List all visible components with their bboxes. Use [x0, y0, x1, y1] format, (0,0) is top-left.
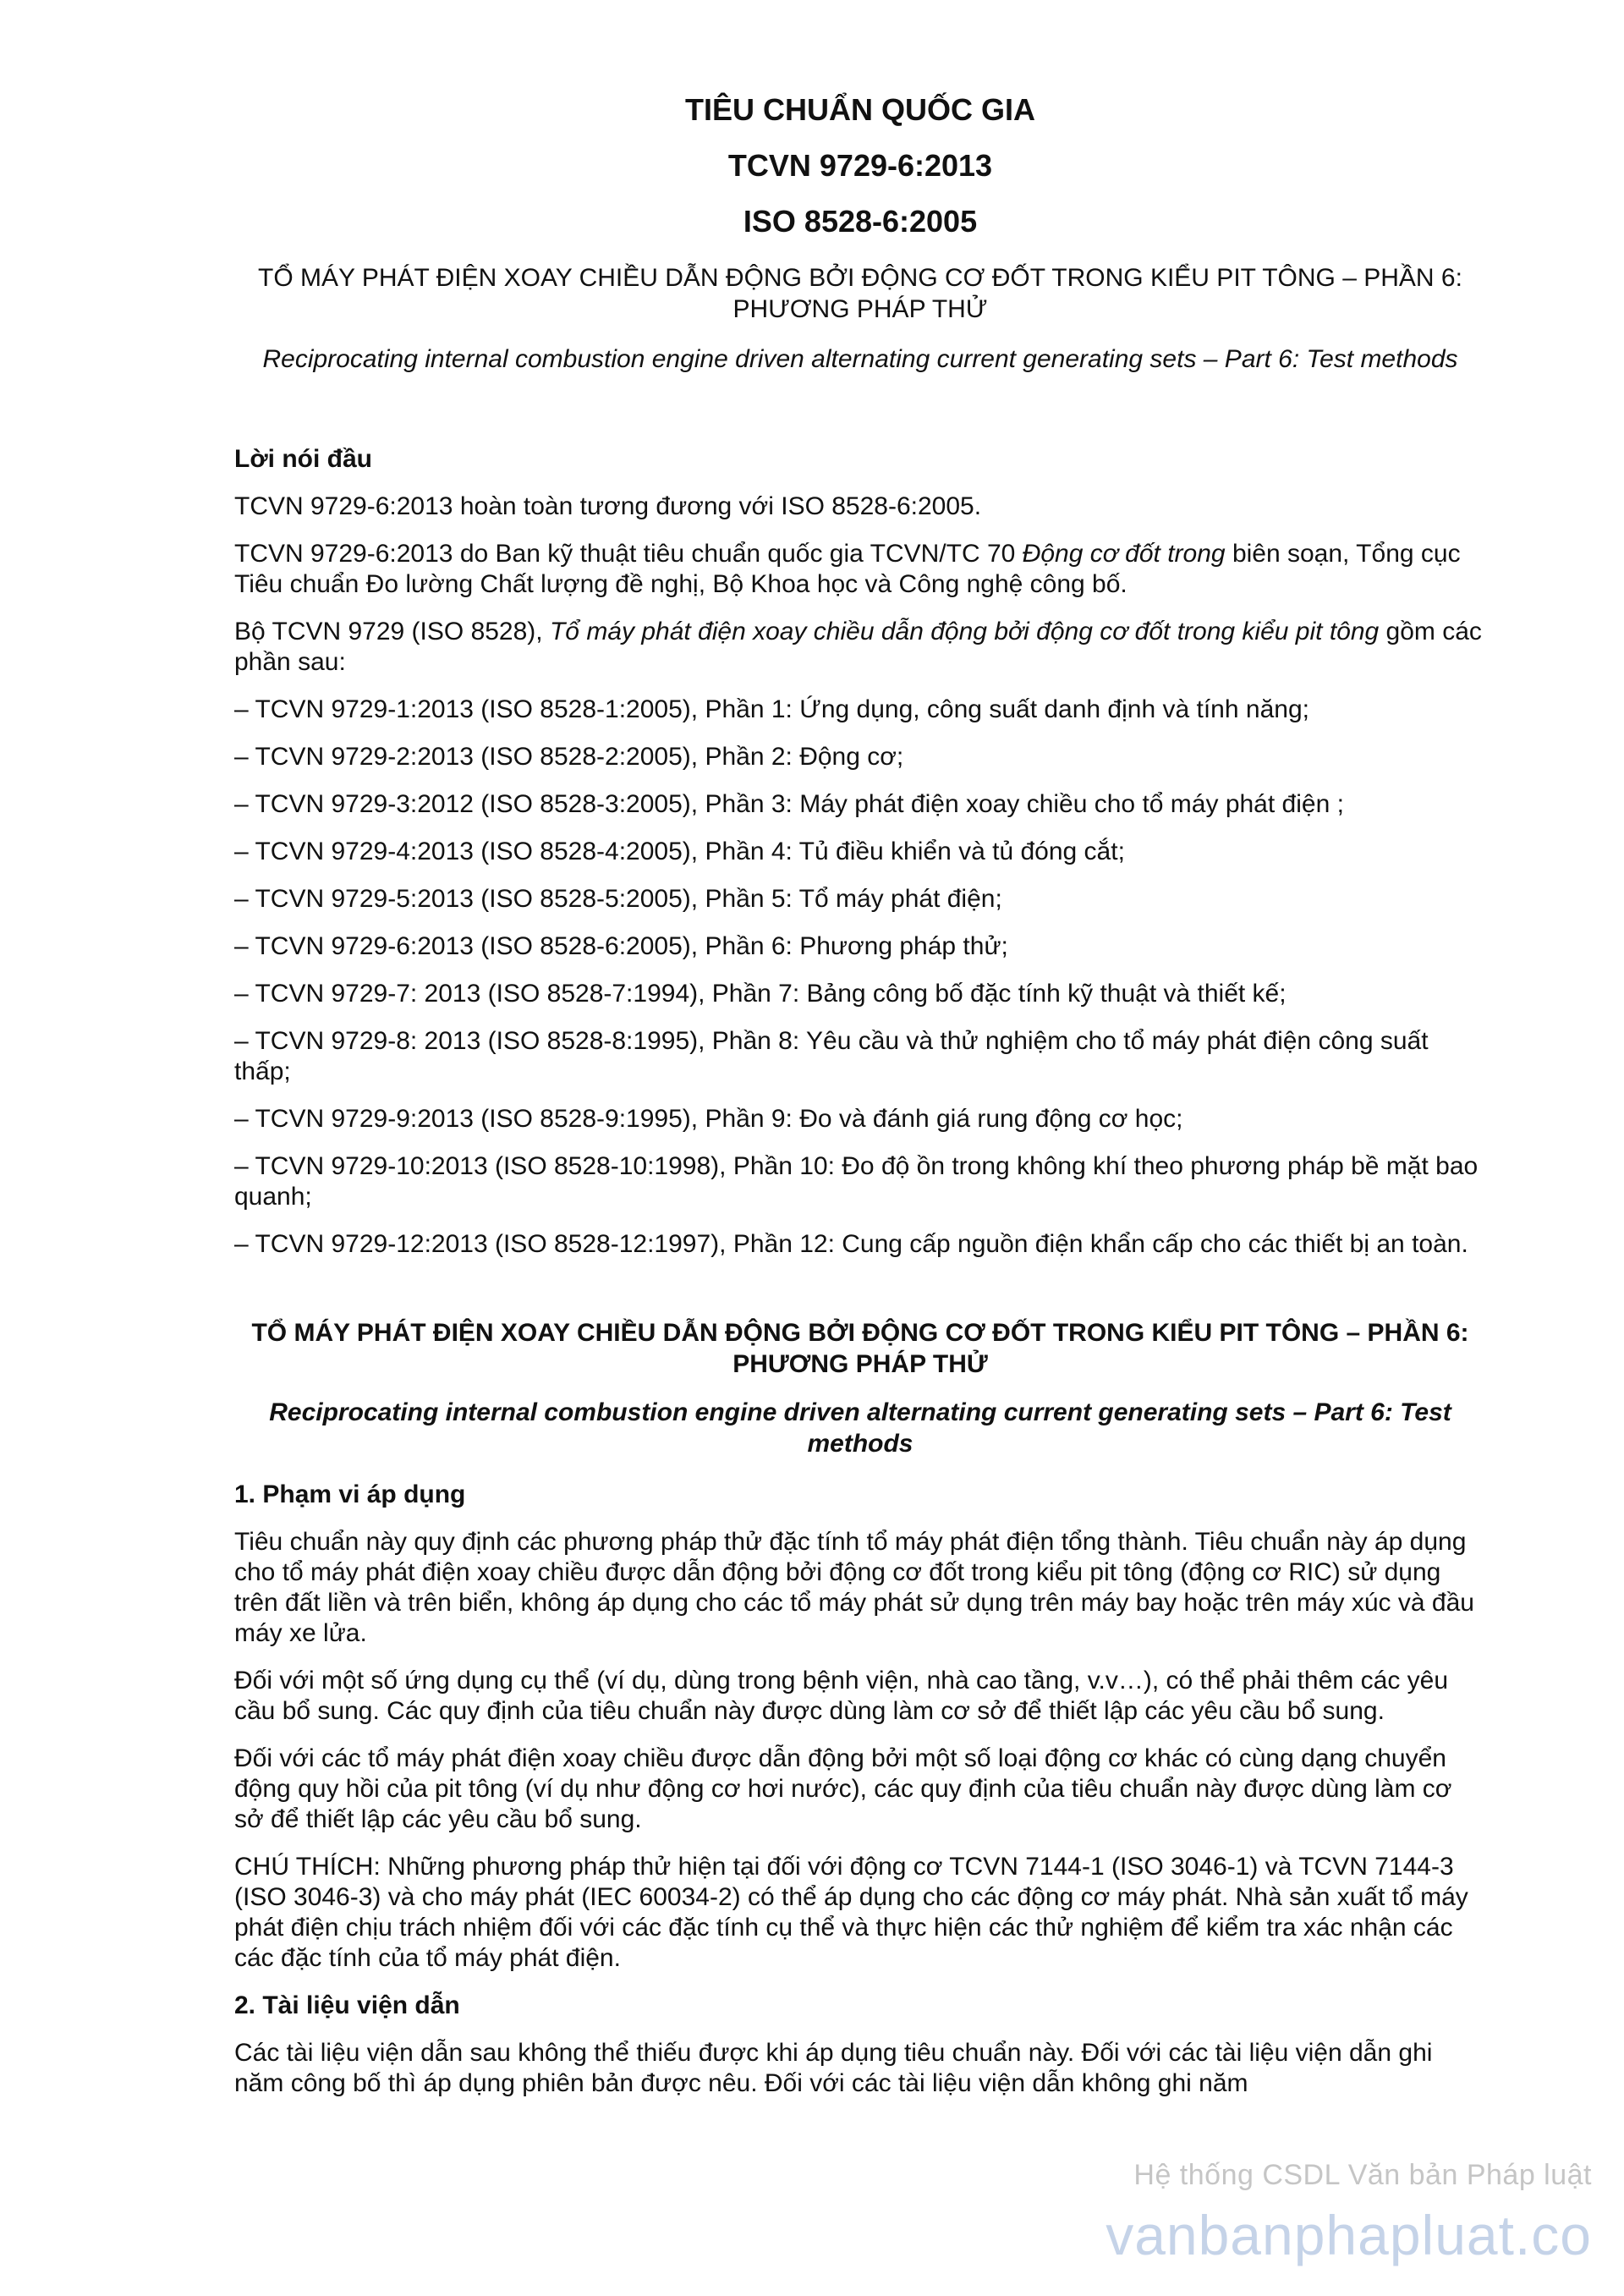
part-list-item: – TCVN 9729-12:2013 (ISO 8528-12:1997), Phần 12: Cung cấp nguồn điện khẩn cấp cho các thiết bị an toàn.	[234, 1230, 1468, 1258]
tcvn-code: TCVN 9729-6:2013	[727, 148, 993, 183]
part-list-item: – TCVN 9729-1:2013 (ISO 8528-1:2005), Phần 1: Ứng dụng, công suất danh định và tính năng;	[234, 695, 1309, 723]
italic-term: Động cơ đốt trong	[1022, 540, 1226, 568]
text-run: biên soạn, Tổng cục Tiêu chuẩn Đo lường Chất lượng đề nghị, Bộ Khoa học và Công nghệ công bố.	[234, 540, 1461, 598]
text-run: TCVN 9729-6:2013 do Ban kỹ thuật tiêu chuẩn quốc gia TCVN/TC 70	[234, 540, 1023, 568]
italic-term: Tổ máy phát điện xoay chiều dẫn động bởi động cơ đốt trong kiểu pit tông	[549, 618, 1380, 645]
section-1-title: 1. Phạm vi áp dụng	[234, 1480, 466, 1508]
iso-code: ISO 8528-6:2005	[743, 204, 978, 239]
text-run: gồm các phần sau:	[234, 618, 1482, 676]
standard-title: TIÊU CHUẨN QUỐC GIA	[685, 92, 1035, 127]
section-2-paragraph: Các tài liệu viện dẫn sau không thể thiếu được khi áp dụng tiêu chuẩn này. Đối với các tài liệu viện dẫn ghi năm công bố thì áp dụng phiên bản được nêu. Đối với các tài liệu viện dẫn không ghi năm	[234, 2039, 1433, 2097]
subtitle-vietnamese: TỔ MÁY PHÁT ĐIỆN XOAY CHIỀU DẪN ĐỘNG BỞI ĐỘNG CƠ ĐỐT TRONG KIỂU PIT TÔNG – PHẦN 6: PHƯƠNG PHÁP THỬ	[258, 264, 1462, 323]
document-content	[234, 91, 1486, 2116]
part-list-item: – TCVN 9729-7: 2013 (ISO 8528-7:1994), Phần 7: Bảng công bố đặc tính kỹ thuật và thiết kế;	[234, 980, 1287, 1008]
part-list-item: – TCVN 9729-10:2013 (ISO 8528-10:1998), Phần 10: Đo độ ồn trong không khí theo phương pháp bề mặt bao quanh;	[234, 1152, 1479, 1211]
part-list-item: – TCVN 9729-6:2013 (ISO 8528-6:2005), Phần 6: Phương pháp thử;	[234, 932, 1008, 960]
site-watermark	[1084, 2159, 1592, 2286]
foreword-paragraph: TCVN 9729-6:2013 hoàn toàn tương đương với ISO 8528-6:2005.	[234, 492, 982, 520]
part-list-item: – TCVN 9729-8: 2013 (ISO 8528-8:1995), Phần 8: Yêu cầu và thử nghiệm cho tổ máy phát điện công suất thấp;	[234, 1027, 1429, 1085]
part-list-item: – TCVN 9729-9:2013 (ISO 8528-9:1995), Phần 9: Đo và đánh giá rung động cơ học;	[234, 1105, 1183, 1133]
body-title-vietnamese: TỔ MÁY PHÁT ĐIỆN XOAY CHIỀU DẪN ĐỘNG BỞI ĐỘNG CƠ ĐỐT TRONG KIỂU PIT TÔNG – PHẦN 6: PHƯƠNG PHÁP THỬ	[251, 1319, 1469, 1378]
body-title-english: Reciprocating internal combustion engine driven alternating current generating sets – Part 6: Test methods	[269, 1398, 1451, 1458]
part-list-item: – TCVN 9729-5:2013 (ISO 8528-5:2005), Phần 5: Tổ máy phát điện;	[234, 885, 1002, 913]
foreword-title: Lời nói đầu	[234, 445, 372, 473]
section-1-note: CHÚ THÍCH: Những phương pháp thử hiện tại đối với động cơ TCVN 7144-1 (ISO 3046-1) và TCVN 7144-3 (ISO 3046-3) và cho máy phát (IEC 60034-2) có thể áp dụng cho các động cơ máy phát. Nhà sản xuất tổ máy phát điện chịu trách nhiệm đối với các đặc tính cụ thể và thực hiện các thử nghiệm để kiểm tra xác nhận các các đặc tính của tổ máy phát điện.	[234, 1853, 1468, 1972]
section-1-paragraph: Tiêu chuẩn này quy định các phương pháp thử đặc tính tổ máy phát điện tổng thành. Tiêu chuẩn này áp dụng cho tổ máy phát điện xoay chiều được dẫn động bởi động cơ đốt trong kiểu pit tông (động cơ RIC) sử dụng trên đất liền và trên biển, không áp dụng cho các tổ máy phát sử dụng trên máy bay hoặc trên máy xúc và đầu máy xe lửa.	[234, 1528, 1474, 1647]
foreword-paragraph	[234, 617, 1486, 678]
section-1-paragraph: Đối với các tổ máy phát điện xoay chiều được dẫn động bởi một số loại động cơ khác có cùng dạng chuyển động quy hồi của pit tông (ví dụ như động cơ hơi nước), các quy định của tiêu chuẩn này được dùng làm cơ sở để thiết lập các yêu cầu bổ sung.	[234, 1744, 1452, 1833]
watermark-domain: vanbanphapluat.co	[1106, 2204, 1592, 2266]
watermark-caption: Hệ thống CSDL Văn bản Pháp luật	[1133, 2159, 1592, 2191]
text-run: Bộ TCVN 9729 (ISO 8528),	[234, 618, 550, 645]
section-2-title: 2. Tài liệu viện dẫn	[234, 1991, 460, 2019]
foreword-paragraph	[234, 539, 1486, 600]
document-header	[234, 91, 1486, 375]
section-1-paragraph: Đối với một số ứng dụng cụ thể (ví dụ, dùng trong bệnh viện, nhà cao tầng, v.v…), có thể phải thêm các yêu cầu bổ sung. Các quy định của tiêu chuẩn này được dùng làm cơ sở để thiết lập các yêu cầu bổ sung.	[234, 1667, 1449, 1725]
subtitle-english: Reciprocating internal combustion engine driven alternating current generating sets – Part 6: Test methods	[262, 345, 1458, 373]
part-list-item: – TCVN 9729-3:2012 (ISO 8528-3:2005), Phần 3: Máy phát điện xoay chiều cho tổ máy phát điện ;	[234, 790, 1344, 818]
part-list-item: – TCVN 9729-2:2013 (ISO 8528-2:2005), Phần 2: Động cơ;	[234, 743, 904, 771]
part-list-item: – TCVN 9729-4:2013 (ISO 8528-4:2005), Phần 4: Tủ điều khiển và tủ đóng cắt;	[234, 838, 1125, 865]
